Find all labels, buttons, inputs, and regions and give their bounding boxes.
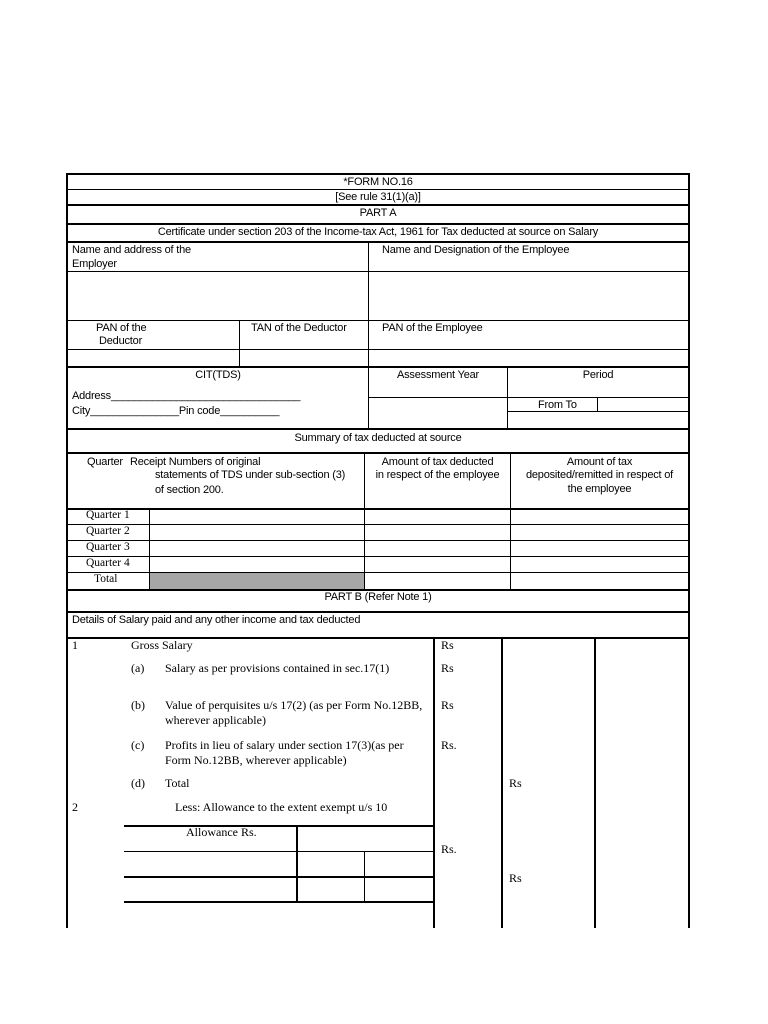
item-d-text: Total (165, 776, 190, 790)
part-a-heading: PART A (359, 207, 397, 219)
summary-title: Summary of tax deducted at source (294, 432, 462, 444)
part-b-heading: PART B (Refer Note 1) (324, 591, 432, 603)
allowance-exempt-label: Less: Allowance to the extent exempt u/s 10 (175, 800, 388, 814)
rs-label: Rs (509, 776, 522, 790)
quarter-row-label: Quarter 1 (86, 509, 130, 521)
pan-deductor-label-2: Deductor (99, 335, 143, 347)
form-number: *FORM NO.16 (343, 176, 413, 188)
item-c-label: (c) (131, 738, 145, 752)
item-c-text: Profits in lieu of salary under section 17(3)(as per (165, 738, 404, 752)
total-row-label: Total (94, 573, 118, 585)
col-deposit-header-2: deposited/remitted in respect of (525, 469, 674, 481)
from-to-label: From To (538, 399, 577, 411)
col-amount-header-2: in respect of the employee (375, 469, 500, 481)
address-field: Address________________________________ (72, 390, 301, 402)
salary-details-heading: Details of Salary paid and any other income and tax deducted (72, 614, 361, 626)
col-receipt-header-2: statements of TDS under sub-section (3) (155, 469, 346, 481)
rs-label: Rs (441, 661, 454, 675)
item-number: 2 (72, 800, 78, 814)
employer-name-label: Name and address of the (72, 244, 191, 256)
item-a-label: (a) (131, 661, 145, 675)
city-pin-field: City_______________Pin code__________ (72, 405, 280, 417)
period-label: Period (582, 369, 614, 381)
rs-label: Rs (441, 638, 454, 652)
col-deposit-header: Amount of tax (566, 456, 633, 468)
pan-deductor-label: PAN of the (96, 322, 147, 334)
employee-name-label: Name and Designation of the Employee (382, 244, 570, 256)
quarter-row-label: Quarter 3 (86, 541, 130, 553)
rs-label: Rs (441, 698, 454, 712)
assessment-year-label: Assessment Year (397, 369, 479, 381)
certificate-title: Certificate under section 203 of the Income-tax Act, 1961 for Tax deducted at source on Salary (157, 226, 599, 238)
rs-label: Rs (509, 871, 522, 885)
col-quarter-header: Quarter (87, 456, 123, 468)
tan-deductor-label: TAN of the Deductor (251, 322, 347, 334)
item-b-label: (b) (131, 698, 145, 712)
col-receipt-header: Receipt Numbers of original (130, 456, 261, 468)
quarter-row-label: Quarter 2 (86, 525, 130, 537)
quarter-row-label: Quarter 4 (86, 557, 130, 569)
allowance-header: Allowance Rs. (186, 825, 257, 839)
rs-label: Rs. (441, 842, 457, 856)
rs-label: Rs. (441, 738, 457, 752)
rule-reference: [See rule 31(1)(a)] (335, 191, 421, 203)
item-a-text: Salary as per provisions contained in sec.17(1) (165, 661, 390, 675)
col-amount-header: Amount of tax deducted (381, 456, 494, 468)
item-number: 1 (72, 638, 78, 652)
item-b-text-2: wherever applicable) (165, 713, 266, 727)
cit-tds-label: CIT(TDS) (195, 369, 241, 381)
item-c-text-2: Form No.12BB, wherever applicable) (165, 753, 347, 767)
employer-name-label-2: Employer (72, 258, 117, 270)
pan-employee-label: PAN of the Employee (382, 322, 483, 334)
item-d-label: (d) (131, 776, 145, 790)
item-b-text: Value of perquisites u/s 17(2) (as per Form No.12BB, (165, 698, 423, 712)
gross-salary-label: Gross Salary (131, 638, 193, 652)
col-deposit-header-3: the employee (567, 483, 632, 495)
col-receipt-header-3: of section 200. (155, 484, 224, 496)
